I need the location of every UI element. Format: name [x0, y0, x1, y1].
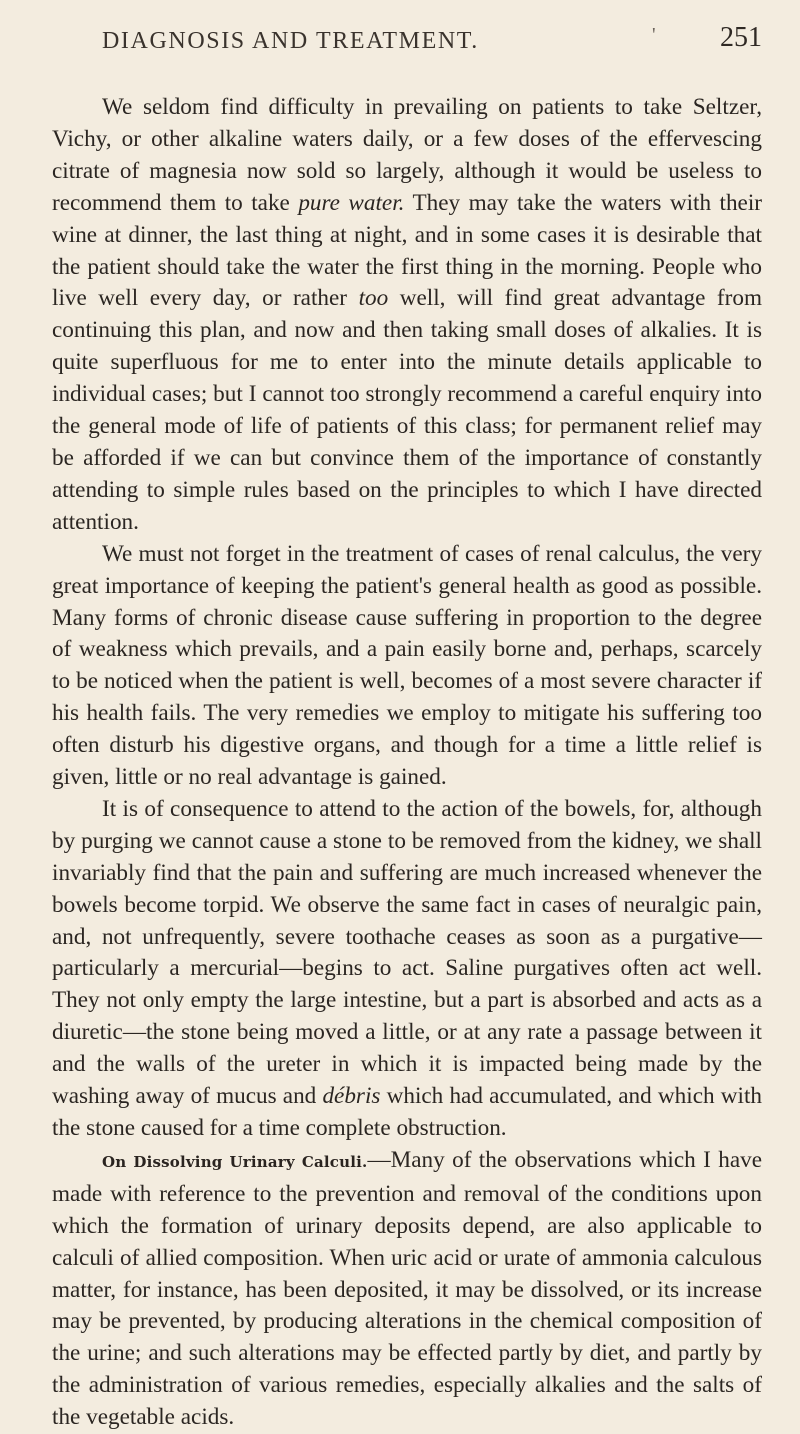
section-heading: On Dissolving Urinary Calculi.	[102, 1152, 368, 1171]
paragraph-text: We must not forget in the treatment of cases of renal calculus, the very great importance of keeping the patient's general health as good as possible. Many forms of chronic disease cause suffering in proportion to the degree of weakness which prevails, and a pain easily borne and, perhaps, scarcely to be noticed when the patient is well, becomes of a most severe character if his health fails. The very remedies we employ to mitigate his suffering too often disturb his digestive organs, and though for a time a little relief is given, little or no real advantage is gained.	[52, 540, 762, 791]
italic-phrase: too	[358, 285, 389, 312]
italic-phrase: débris	[322, 1083, 381, 1110]
paragraph-text: They may take the waters with their wine at dinner, the last thing at night, and in some cases it is desirable that the patient should take the water the first thing in the morning. People who live well every day, or rather	[52, 189, 763, 312]
paragraph-text: well, will find great advantage from continuing this plan, and now and then taking small doses of alkalies. It is quite superfluous for me to enter into the minute details applicable to individual cases; but I cannot too strongly recommend a careful enquiry into the general mode of life of patients of this class; for permanent relief may be afforded if we can but convince them of the importance of constantly attending to simple rules based on the principles to which I have directed attention.	[52, 285, 762, 535]
page-number: 251	[720, 22, 762, 53]
stray-mark: '	[652, 24, 656, 46]
paragraph-text: which had accumulated, and which with the stone caused for a time complete obstruction.	[52, 1083, 762, 1141]
paragraph-text: It is of consequence to attend to the action of the bowels, for, although by purging we cannot cause a stone to be removed from the kidney, we shall invariably find that the pain and suffering are much increased whenever the bowels become torpid. We observe the same fact in cases of neuralgic pain, and, not unfrequently, severe toothache ceases as soon as a purgative—particularly a mercurial—begins to act. Saline purgatives often act well. They not only empty the large intestine, but a part is absorbed and acts as a diuretic—the stone being moved a little, or at any rate a passage between it and the walls of the ureter in which it is impacted being made by the washing away of mucus and	[52, 795, 762, 1110]
paragraph-text: —Many of the observations which I have made with reference to the prevention and removal of the conditions upon which the formation of urinary deposits depend, are also applicable to calculi of allied composition. When uric acid or urate of ammonia calculous matter, for instance, has been deposited, it may be dissolved, or its increase may be prevented, by producing alterations in the chemical composition of the urine; and such alterations may be effected partly by diet, and partly by the administration of various remedies, especially alkalies and the salts of the vegetable acids.	[52, 1146, 763, 1431]
paragraph-alkaline-waters	[52, 92, 762, 539]
italic-phrase: pure water.	[298, 189, 405, 216]
running-head-title: DIAGNOSIS AND TREATMENT.	[102, 28, 479, 54]
running-head	[52, 0, 762, 92]
paragraph-bowels	[52, 794, 762, 1145]
body-text	[52, 92, 762, 1434]
paragraph-text: We seldom find difficulty in prevailing on patients to take Seltzer, Vichy, or other alkaline waters daily, or a few doses of the effervescing citrate of magnesia now sold so largely, although it would be useless to recommend them to take	[52, 94, 762, 216]
paragraph-dissolving-calculi	[52, 1145, 762, 1434]
paragraph-general-health	[52, 539, 762, 794]
